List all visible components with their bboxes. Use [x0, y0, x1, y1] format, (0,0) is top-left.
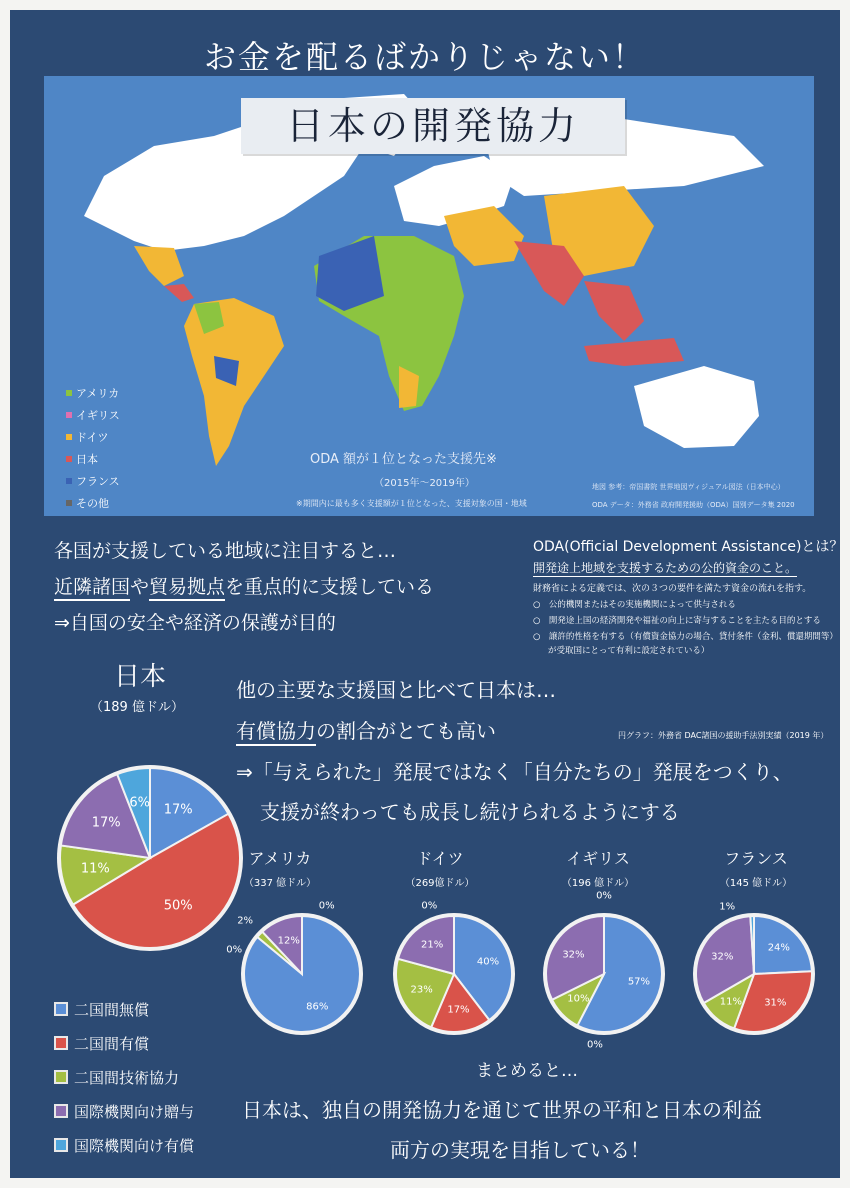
map-legend-item: [66, 448, 120, 470]
indonesia: [584, 338, 684, 366]
comparison-line-1: 他の主要な支援国と比べて日本は…: [236, 678, 556, 702]
map-legend-item: [66, 492, 120, 514]
observation-line-2: [54, 572, 434, 599]
pie-slice-label: 17%: [163, 802, 193, 818]
australia: [634, 366, 759, 448]
map-footnote: ※期間内に最も多く支援額が１位となった、支援対象の国・地域: [296, 499, 527, 508]
legend-swatch: [54, 1070, 68, 1084]
map-source-data: ODA データ：外務省 政府開発援助（ODA）国別データ集 2020: [592, 501, 795, 509]
germany-chart-title: ドイツ: [416, 849, 464, 868]
map-legend-item: [66, 404, 120, 426]
oda-intro: 財務省による定義では、次の３つの要件を満たす資金の流れを指す。: [533, 584, 812, 594]
pie-slice-label: 12%: [277, 935, 300, 947]
summary-intro: まとめると…: [476, 1061, 578, 1081]
map-legend-item: [66, 382, 120, 404]
text-part: や: [130, 576, 150, 598]
observation-line-3: ⇒自国の安全や経済の保護が目的: [54, 612, 336, 634]
pie-slice-label: 11%: [80, 861, 110, 877]
oda-list-item: ○ 譲許的性格を有する（有償資金協力の場合、貸付条件（金利、償還期間等）: [533, 632, 838, 642]
oda-list-item: ○ 公的機関またはその実施機関によって供与される: [533, 600, 736, 610]
pie-legend-item: [54, 1094, 194, 1128]
pie-slice-label: 86%: [306, 1001, 329, 1013]
world-map: [44, 76, 814, 516]
graph-source: 円グラフ：外務省 DAC諸国の援助手法別実績（2019 年）: [618, 731, 829, 740]
map-legend-label: 日本: [76, 453, 98, 466]
map-legend-item: [66, 426, 120, 448]
pie-slice-label: 2%: [237, 915, 254, 927]
pie-slice-label: 0%: [226, 944, 243, 956]
japan-chart-title: 日本: [114, 662, 167, 692]
pie-slice-label: 17%: [91, 815, 121, 831]
map-legend-item: [66, 470, 120, 492]
pie-slice-label: 40%: [476, 956, 500, 968]
oda-list-text: 譲許的性格を有する（有償資金協力の場合、貸付条件（金利、償還期間等）: [548, 632, 838, 642]
pie-slice-label: 0%: [421, 900, 438, 912]
pie-slice-label: 0%: [596, 890, 612, 902]
map-period: （2015年〜2019年）: [374, 478, 475, 489]
legend-swatch: [66, 456, 72, 462]
pie-chart-0: [52, 760, 248, 956]
pie-slice-label: 21%: [421, 939, 444, 951]
map-legend-label: ドイツ: [76, 431, 109, 444]
central-america: [164, 284, 194, 302]
underlined-term: 近隣諸国: [54, 576, 130, 601]
pie-slice-label: 0%: [587, 1039, 603, 1051]
africa-blue: [316, 236, 384, 311]
oda-title: ODA(Official Development Assistance)とは？: [533, 539, 844, 555]
pie-legend-item: [54, 1128, 194, 1162]
legend-swatch: [66, 412, 72, 418]
oda-list-text: 公的機関またはその実施機関によって供与される: [548, 600, 736, 610]
comparison-line-2: [236, 715, 496, 744]
oda-list-item-cont: が受取国にとって有利に設定されている）: [548, 646, 710, 656]
comparison-line-4: 支援が終わっても成長し続けられるようにする: [260, 800, 680, 824]
uk-chart-title: イギリス: [566, 849, 630, 868]
map-source-map: 地図 参考：帝国書院 世界地図ヴィジュアル図法（日本中心）: [592, 483, 785, 491]
observation-line-1: 各国が支援している地域に注目すると…: [54, 540, 397, 562]
underlined-term: 有償協力: [236, 719, 316, 746]
comparison-line-3: ⇒「与えられた」発展ではなく「自分たちの」発展をつくり、: [236, 760, 793, 784]
pie-slice-label: 23%: [410, 984, 433, 996]
text-part: の割合がとても高い: [316, 719, 496, 743]
usa-chart-total: （337 億ドル）: [243, 878, 317, 889]
legend-swatch: [66, 390, 72, 396]
pie-slice-label: 32%: [711, 951, 734, 963]
legend-swatch: [66, 434, 72, 440]
poster: [10, 10, 844, 1178]
pie-legend-label: 二国間技術協力: [74, 1068, 180, 1087]
oda-list-text: 開発途上国の経済開発や福祉の向上に寄与することを主たる目的とする: [548, 616, 821, 626]
text-part: を重点的に支援している: [225, 576, 435, 598]
pie-legend-item: [54, 992, 194, 1026]
uk-chart-total: （196 億ドル）: [561, 878, 635, 889]
map-legend-label: その他: [76, 497, 109, 510]
pie-slice-label: 0%: [318, 900, 335, 912]
pie-slice-label: 32%: [562, 949, 585, 961]
pie-chart-3: [538, 908, 670, 1040]
france-chart-title: フランス: [724, 849, 788, 868]
pie-legend-item: [54, 1026, 194, 1060]
mexico: [134, 246, 184, 286]
legend-swatch: [66, 478, 72, 484]
legend-swatch: [54, 1036, 68, 1050]
pie-slice-label: 57%: [627, 976, 651, 988]
germany-chart-total: （269億ドル）: [405, 878, 475, 889]
pie-slice-label: 31%: [764, 997, 787, 1009]
map-legend-label: イギリス: [76, 409, 120, 422]
france-chart-total: （145 億ドル）: [719, 878, 793, 889]
poster-title: お金を配るばかりじゃない！: [203, 38, 646, 76]
summary-line-2: 日本は、独自の開発協力を通じて世界の平和と日本の利益: [242, 1098, 762, 1122]
pie-slice-label: 17%: [447, 1004, 470, 1016]
pie-legend-label: 二国間有償: [74, 1034, 150, 1053]
japan-chart-total: （189 億ドル）: [90, 700, 184, 715]
pie-slice-label: 50%: [163, 898, 193, 914]
pie-legend-label: 国際機関向け贈与: [74, 1102, 195, 1121]
pie-slice-label: 24%: [767, 942, 790, 954]
pie-chart-4: [688, 908, 820, 1040]
summary-line-3: 両方の実現を目指している！: [390, 1138, 650, 1162]
legend-swatch: [54, 1104, 68, 1118]
pie-slice-label: 11%: [719, 996, 742, 1008]
legend-swatch: [66, 500, 72, 506]
map-caption: ODA 額が１位となった支援先※: [310, 452, 497, 467]
oda-list-item: ○ 開発途上国の経済開発や福祉の向上に寄与することを主たる目的とする: [533, 616, 821, 626]
pie-slice-label: 6%: [129, 795, 150, 811]
pie-legend-label: 国際機関向け有償: [74, 1136, 195, 1155]
legend-swatch: [54, 1138, 68, 1152]
middle-east: [444, 206, 524, 266]
usa-chart-title: アメリカ: [248, 849, 312, 868]
pie-legend-label: 二国間無償: [74, 1000, 150, 1019]
oda-definition: 開発途上地域を支援するための公的資金のこと。: [533, 561, 798, 575]
map-legend: [66, 382, 120, 514]
pie-legend: [54, 992, 194, 1162]
map-legend-label: アメリカ: [76, 387, 120, 400]
pie-legend-item: [54, 1060, 194, 1094]
underlined-term: 貿易拠点: [149, 576, 225, 601]
pie-chart-2: [388, 908, 520, 1040]
pie-slice-label: 10%: [567, 993, 590, 1005]
legend-swatch: [54, 1002, 68, 1016]
pie-chart-1: [236, 908, 368, 1040]
map-legend-label: フランス: [76, 475, 120, 488]
map-heading: 日本の開発協力: [241, 98, 625, 154]
southeast-asia: [584, 281, 644, 341]
pie-slice-label: 1%: [719, 901, 736, 913]
